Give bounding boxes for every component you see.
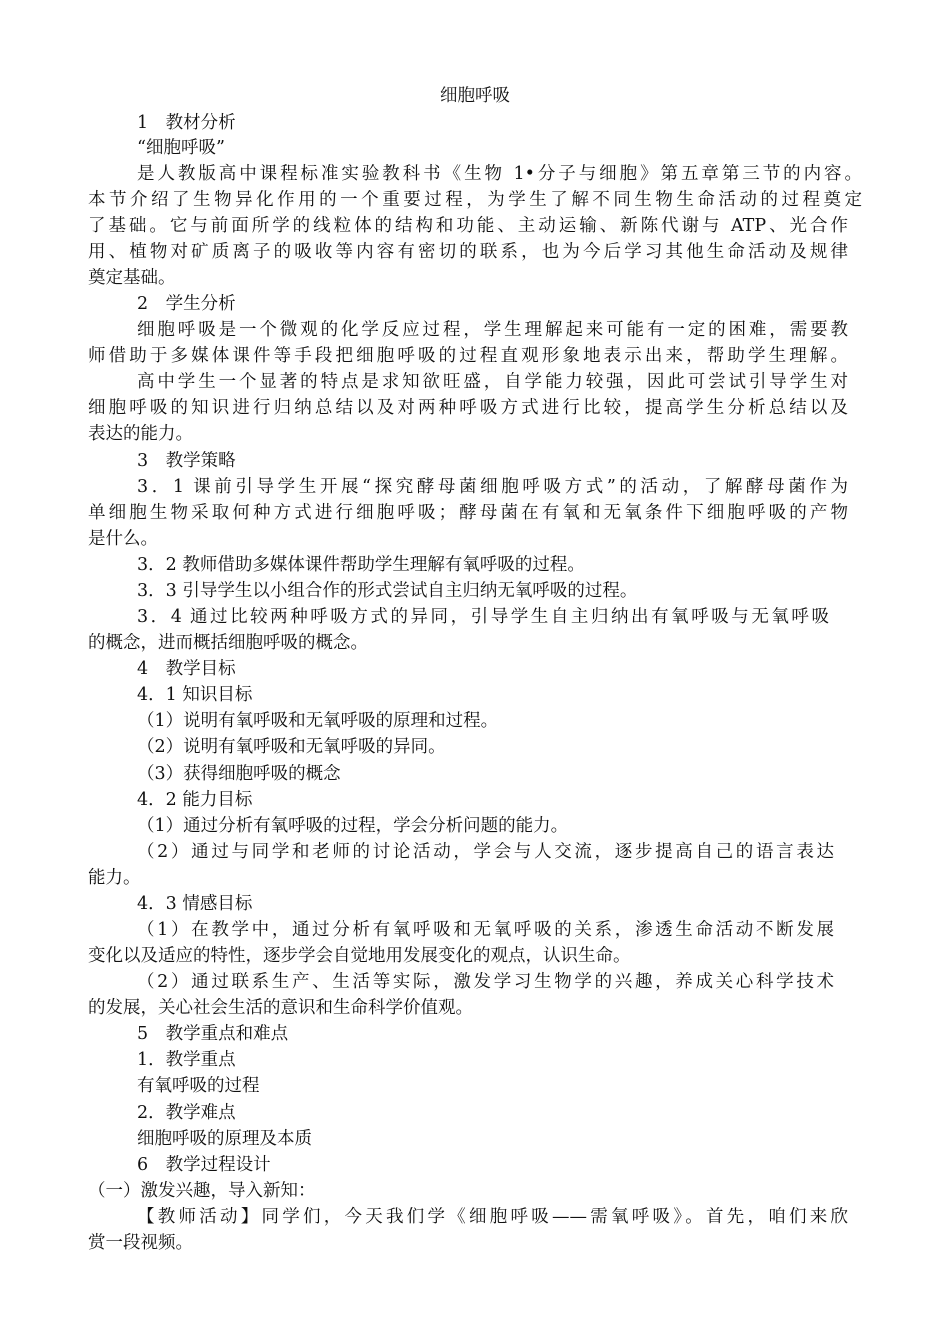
list-item: （2）通过与同学和老师的讨论活动，学会与人交流，逐步提高自己的语言表达 [137,842,834,862]
section-heading: 1 教材分析 [137,113,236,133]
paragraph-line: 3．2 教师借助多媒体课件帮助学生理解有氧呼吸的过程。 [137,555,585,575]
paragraph-line: 【教师活动】同学们，今天我们学《细胞呼吸——需氧呼吸》。首先，咱们来欣 [137,1207,848,1227]
paragraph-line: 是人教版高中课程标准实验教科书《生物 1•分子与细胞》第五章第三节的内容。 [137,164,862,184]
page-title: 细胞呼吸 [440,86,510,106]
paragraph-line: 3．1 课前引导学生开展“探究酵母菌细胞呼吸方式”的活动，了解酵母菌作为 [137,477,848,497]
subsection-heading: 4．2 能力目标 [137,790,253,810]
list-item: 变化以及适应的特性，逐步学会自觉地用发展变化的观点，认识生命。 [88,946,631,966]
paragraph-line: 单细胞生物采取何种方式进行细胞呼吸；酵母菌在有氧和无氧条件下细胞呼吸的产物 [88,503,848,523]
paragraph-line: 高中学生一个显著的特点是求知欲旺盛，自学能力较强，因此可尝试引导学生对 [137,372,848,392]
list-item: （2）说明有氧呼吸和无氧呼吸的异同。 [137,737,446,757]
paragraph-line: 的概念，进而概括细胞呼吸的概念。 [88,633,368,653]
subsection-heading: （一）激发兴趣，导入新知： [88,1181,316,1201]
section-heading: 6 教学过程设计 [137,1155,271,1175]
list-item: （1）说明有氧呼吸和无氧呼吸的原理和过程。 [137,711,499,731]
paragraph-line: 细胞呼吸的知识进行归纳总结以及对两种呼吸方式进行比较，提高学生分析总结以及 [88,398,848,418]
section-heading: 4 教学目标 [137,659,236,679]
subsection-heading: 1．教学重点 [137,1050,236,1070]
list-item: 的发展，关心社会生活的意识和生命科学价值观。 [88,998,473,1018]
text-line: 有氧呼吸的过程 [137,1076,260,1096]
paragraph-line: 3．3 引导学生以小组合作的形式尝试自主归纳无氧呼吸的过程。 [137,581,638,601]
paragraph-line: 表达的能力。 [88,424,193,444]
paragraph-line: 奠定基础。 [88,268,176,288]
subsection-heading: 4．3 情感目标 [137,894,253,914]
text-line: “细胞呼吸” [137,138,225,158]
section-heading: 5 教学重点和难点 [137,1024,289,1044]
list-item: （1）通过分析有氧呼吸的过程，学会分析问题的能力。 [137,816,569,836]
section-heading: 2 学生分析 [137,294,236,314]
subsection-heading: 2．教学难点 [137,1103,236,1123]
subsection-heading: 4．1 知识目标 [137,685,253,705]
section-heading: 3 教学策略 [137,451,236,471]
list-item: （3）获得细胞呼吸的概念 [137,764,341,784]
list-item: （2）通过联系生产、生活等实际，激发学习生物学的兴趣，养成关心科学技术 [137,972,834,992]
paragraph-line: 用、植物对矿质离子的吸收等内容有密切的联系，也为今后学习其他生命活动及规律 [88,242,848,262]
paragraph-line: 师借助于多媒体课件等手段把细胞呼吸的过程直观形象地表示出来，帮助学生理解。 [88,346,848,366]
paragraph-line: 了基础。它与前面所学的线粒体的结构和功能、主动运输、新陈代谢与 ATP、光合作 [88,216,848,236]
text-line: 细胞呼吸的原理及本质 [137,1129,312,1149]
paragraph-line: 本节介绍了生物异化作用的一个重要过程，为学生了解不同生物生命活动的过程奠定 [88,190,862,210]
paragraph-line: 赏一段视频。 [88,1233,193,1253]
paragraph-line: 3．4 通过比较两种呼吸方式的异同，引导学生自主归纳出有氧呼吸与无氧呼吸 [137,607,829,627]
paragraph-line: 是什么。 [88,529,158,549]
list-item: （1）在教学中，通过分析有氧呼吸和无氧呼吸的关系，渗透生命活动不断发展 [137,920,834,940]
paragraph-line: 细胞呼吸是一个微观的化学反应过程，学生理解起来可能有一定的困难，需要教 [137,320,848,340]
list-item: 能力。 [88,868,141,888]
